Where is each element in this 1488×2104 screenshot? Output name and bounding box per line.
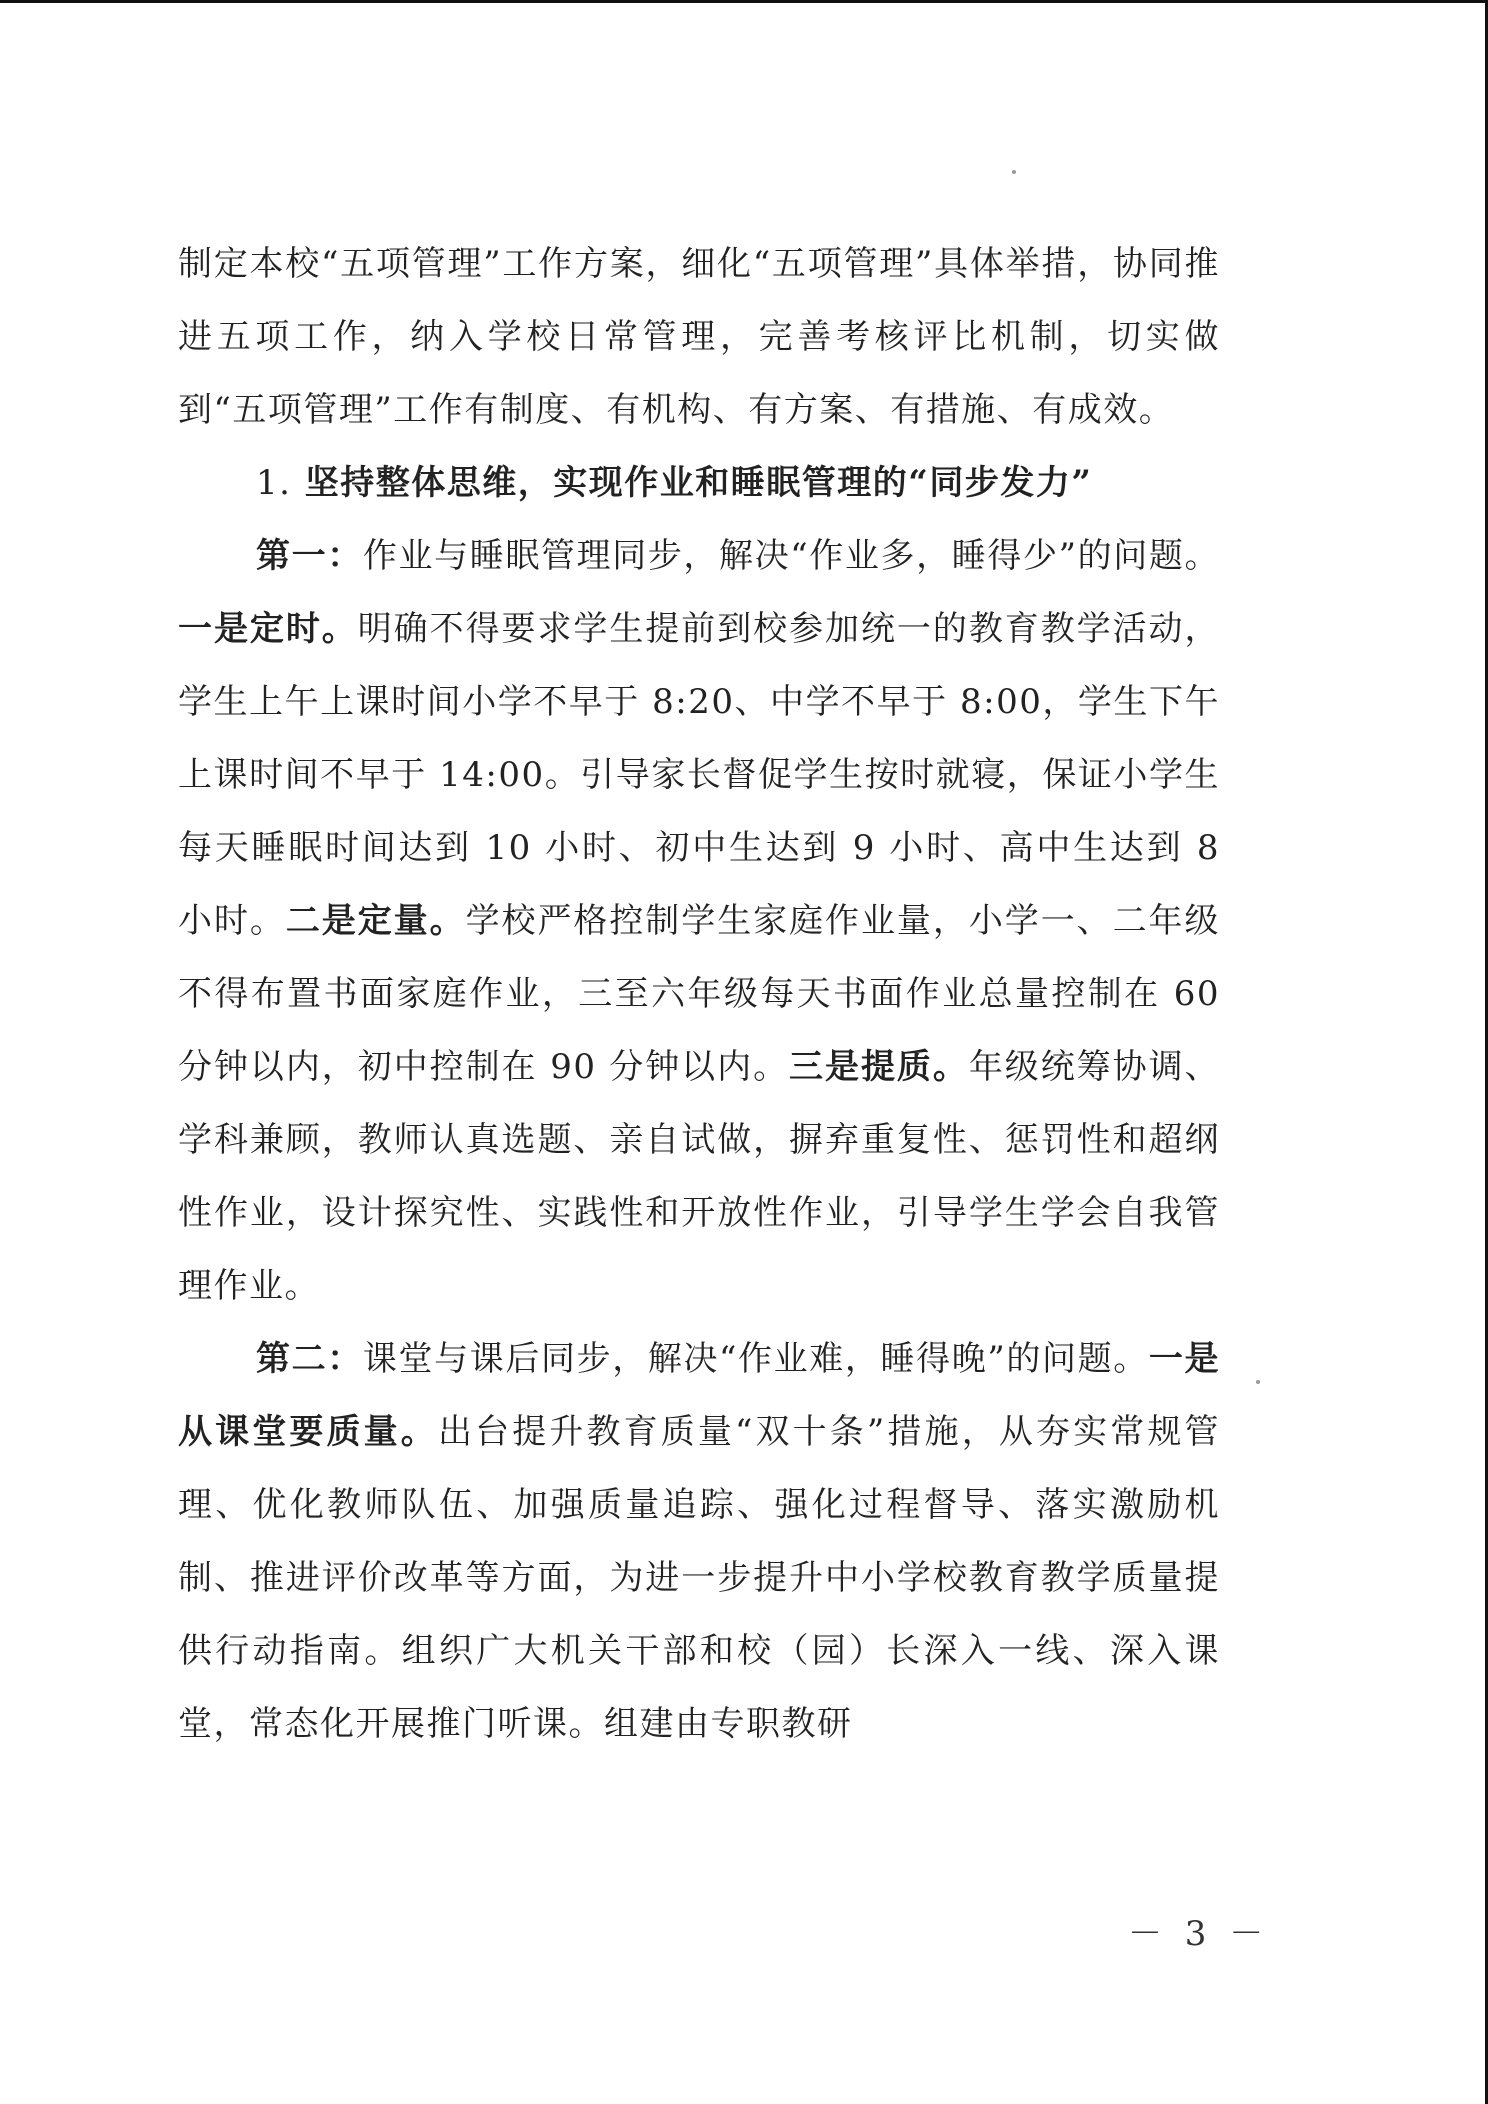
text-run: 学校严格控制学生家庭作业量，小学一、二年级不得布置书面家庭作业，三至六年级每天书面作业总量控制在 60 分钟以内，初中控制在 90 分钟以内。 — [178, 901, 1221, 1087]
text-run: 制定本校“五项管理”工作方案，细化“五项管理”具体举措，协同推进五项工作，纳入学校日常管理，完善考核评比机制，切实做到“五项管理”工作有制度、有机构、有方案、有措施、有成效。 — [178, 244, 1220, 430]
heading-number: 1. — [256, 463, 292, 503]
paragraph-second-point — [178, 1323, 1220, 1761]
text-run: 年级统筹协调、学科兼顾，教师认真选题、亲自试做，摒弃重复性、惩罚性和超纲性作业，设计探究性、实践性和开放性作业，引导学生学会自我管理作业。 — [178, 1047, 1221, 1306]
scan-top-border — [0, 0, 1488, 3]
page-number: － 3 － — [1128, 1914, 1270, 1954]
document-body — [178, 228, 1220, 1761]
point-label: 第二： — [256, 1339, 363, 1379]
text-run: 明确不得要求学生提前到校参加统一的教育教学活动，学生上午上课时间小学不早于 8:20、中学不早于 8:00，学生下午上课时间不早于 14:00。引导家长督促学生按时就寝，保证小学生每天睡眠时间达到 10 小时、初中生达到 9 小时、高中生达到 8 小时。 — [178, 609, 1221, 941]
sub-point-label: 一是定时。 — [178, 609, 358, 649]
scan-dust-mark — [1012, 170, 1016, 174]
text-run: 出台提升教育质量“双十条”措施，从夯实常规管理、优化教师队伍、加强质量追踪、强化过程督导、落实激励机制、推进评价改革等方面，为进一步提升中小学校教育教学质量提供行动指南。组织广大机关干部和校（园）长深入一线、深入课堂，常态化开展推门听课。组建由专职教研 — [178, 1412, 1221, 1744]
sub-point-label: 三是提质。 — [789, 1047, 969, 1087]
sub-point-label: 一是从课堂要质量。 — [178, 1339, 1221, 1452]
point-label: 第一： — [256, 536, 363, 576]
paragraph-first-point — [178, 520, 1220, 1323]
text-run: 作业与睡眠管理同步，解决“作业多，睡得少”的问题。 — [362, 536, 1220, 576]
paragraph-intro-continuation — [178, 228, 1220, 447]
text-run: 课堂与课后同步，解决“作业难，睡得晚”的问题。 — [362, 1339, 1149, 1379]
scan-dust-mark — [1256, 1380, 1260, 1384]
section-heading — [178, 447, 1220, 520]
sub-point-label: 二是定量。 — [285, 901, 466, 941]
heading-text: 坚持整体思维，实现作业和睡眠管理的“同步发力” — [304, 463, 1093, 503]
